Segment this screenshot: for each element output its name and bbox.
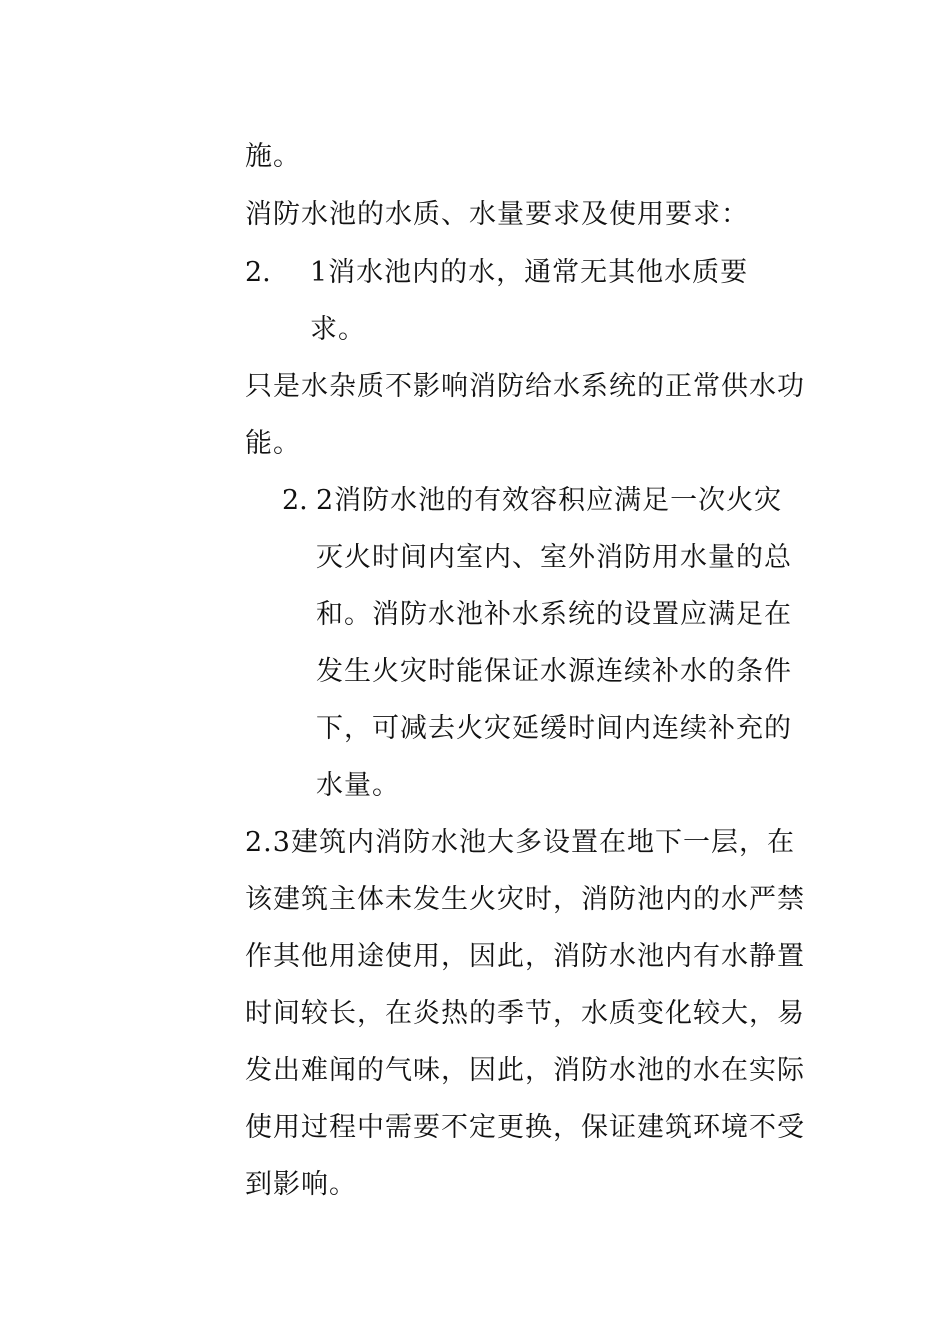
list-item-text: 1消水池内的水，通常无其他水质要求。 bbox=[310, 257, 749, 345]
list-item-label: 2. bbox=[245, 257, 271, 288]
paragraph-fragment: 施。 bbox=[245, 141, 301, 172]
section-heading: 消防水池的水质、水量要求及使用要求： bbox=[245, 199, 749, 230]
list-item-label: 2. bbox=[282, 485, 308, 516]
paragraph: 只是水杂质不影响消防给水系统的正常供水功能。 bbox=[245, 371, 805, 459]
paragraph: 2.3建筑内消防水池大多设置在地下一层，在该建筑主体未发生火灾时，消防池内的水严禁作其他用途使用，因此，消防水池内有水静置时间较长，在炎热的季节，水质变化较大，易发出难闻的气味，因此，消防水池的水在实际使用过程中需要不定更换，保证建筑环境不受到影响。 bbox=[245, 827, 805, 1200]
list-item-text: 2消防水池的有效容积应满足一次火灾灭火时间内室内、室外消防用水量的总和。消防水池补水系统的设置应满足在发生火灾时能保证水源连续补水的条件下，可减去火灾延缓时间内连续补充的水量。 bbox=[316, 485, 792, 801]
